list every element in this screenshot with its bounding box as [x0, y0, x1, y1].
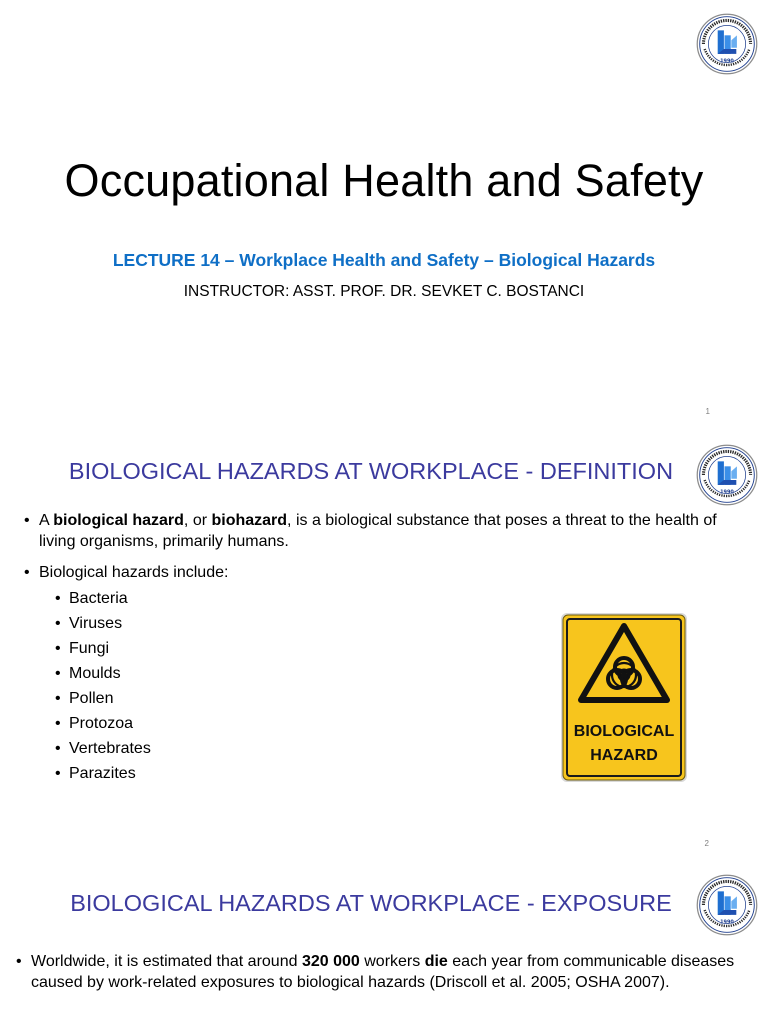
biological-hazard-sign [560, 612, 688, 783]
sign-text-line2: HAZARD [590, 747, 658, 764]
includes-label: Biological hazards include: [39, 564, 229, 581]
exposure-slide [0, 862, 768, 1024]
text-run: workers [359, 953, 425, 970]
instructor-line: INSTRUCTOR: ASST. PROF. DR. SEVKET C. BOSTANCI [183, 283, 585, 300]
list-item: • Parazites [39, 761, 722, 786]
text-run: A [39, 512, 54, 529]
list-item: • Viruses [39, 611, 722, 636]
presentation-title: Occupational Health and Safety [64, 155, 704, 206]
slide-heading: BIOLOGICAL HAZARDS AT WORKPLACE - DEFINITION [68, 458, 674, 484]
bold-number: 320 000 [301, 953, 360, 970]
bullet-list [14, 951, 749, 993]
exposure-bullet [14, 951, 749, 993]
lecture-subtitle: LECTURE 14 – Workplace Health and Safety – Biological Hazards [112, 250, 656, 270]
university-seal-logo [696, 13, 758, 75]
text-run: each year from communicable diseases caused by work-related exposures to biological hazards (Driscoll et al. 2005; OSHA 2007). [31, 953, 735, 991]
bold-term: biohazard [211, 512, 288, 529]
list-item: • Bacteria [39, 586, 722, 611]
text-run: , is a biological substance that poses a threat to the health of living organisms, primarily humans. [39, 512, 717, 550]
slide-number: 2 [704, 839, 709, 848]
title-slide [0, 0, 768, 430]
list-item: • Pollen [39, 686, 722, 711]
list-item: • Moulds [39, 661, 722, 686]
sign-text-line1: BIOLOGICAL [573, 723, 675, 740]
definition-slide [0, 430, 768, 862]
bold-term: die [424, 953, 448, 970]
slide-number: 1 [705, 407, 710, 416]
list-item: • Vertebrates [39, 736, 722, 761]
list-item: • Fungi [39, 636, 722, 661]
text-run: Worldwide, it is estimated that around [31, 953, 302, 970]
definition-bullet [22, 510, 722, 552]
list-item: • Protozoa [39, 711, 722, 736]
slide-heading: BIOLOGICAL HAZARDS AT WORKPLACE - EXPOSURE [70, 890, 672, 916]
bold-term: biological hazard [53, 512, 184, 529]
text-run: , or [183, 512, 212, 529]
